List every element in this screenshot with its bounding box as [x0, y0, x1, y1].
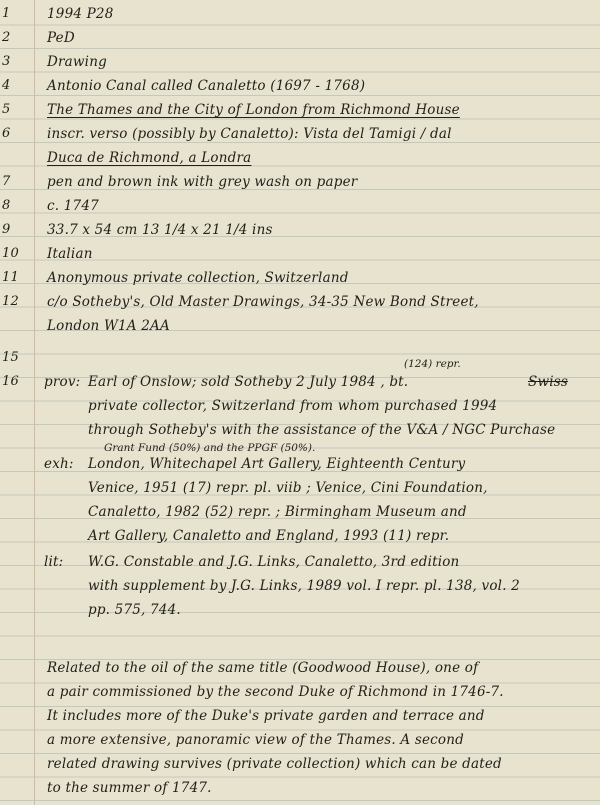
entry-line: [0, 174, 600, 197]
entry-text: c/o Sotheby's, Old Master Drawings, 34-35 New Bond Street,: [47, 294, 479, 310]
entry-text: c. 1747: [47, 198, 99, 214]
prov-text: private collector, Switzerland from whom purchased 1994: [88, 398, 498, 414]
lit-label: lit:: [44, 554, 64, 570]
entry-line: [0, 198, 600, 221]
prov-line: [0, 398, 600, 421]
exh-line: [0, 480, 600, 503]
paragraph-line: [0, 660, 600, 683]
lit-text: W.G. Constable and J.G. Links, Canaletto, 3rd edition: [88, 554, 460, 570]
exh-line: [0, 456, 600, 479]
entry-line: [0, 78, 600, 101]
entry-text: Antonio Canal called Canaletto (1697 - 1768): [47, 78, 366, 94]
entry-text: 33.7 x 54 cm 13 1/4 x 21 1/4 ins: [47, 222, 273, 238]
paragraph-text: a pair commissioned by the second Duke of Richmond in 1746-7.: [47, 684, 504, 700]
entry-line: [0, 222, 600, 245]
line-number: 8: [2, 198, 11, 213]
entry-text: PeD: [47, 30, 75, 46]
line-number: 4: [2, 78, 11, 93]
paragraph-text: Related to the oil of the same title (Goodwood House), one of: [47, 660, 479, 676]
prov-insert: (124) repr.: [404, 358, 461, 370]
exh-text: London, Whitechapel Art Gallery, Eighteenth Century: [88, 456, 466, 472]
paragraph-text: a more extensive, panoramic view of the Thames. A second: [47, 732, 464, 748]
exh-label: exh:: [44, 456, 74, 472]
entry-text: London W1A 2AA: [47, 318, 170, 334]
exh-line: [0, 504, 600, 527]
line-number: 12: [2, 294, 19, 309]
entry-line: [0, 30, 600, 53]
entry-line: [0, 150, 600, 173]
prov-line: [0, 374, 600, 397]
line-number: 6: [2, 126, 11, 141]
line-number: 11: [2, 270, 19, 285]
entry-text: pen and brown ink with grey wash on paper: [47, 174, 358, 190]
entry-text: Duca de Richmond, a Londra: [47, 150, 252, 166]
lit-line: [0, 602, 600, 625]
line-number: 1: [2, 6, 11, 21]
entry-text: Drawing: [47, 54, 107, 70]
exh-line: [0, 528, 600, 551]
prov-insert-2: Grant Fund (50%) and the PPGF (50%).: [104, 442, 316, 454]
line-number: 16: [2, 374, 19, 389]
entry-line: [0, 294, 600, 317]
exh-text: Art Gallery, Canaletto and England, 1993 (11) repr.: [88, 528, 450, 544]
entry-line: [0, 54, 600, 77]
prov-text: through Sotheby's with the assistance of the V&A / NGC Purchase: [88, 422, 556, 438]
lit-text: with supplement by J.G. Links, 1989 vol. I repr. pl. 138, vol. 2: [88, 578, 520, 594]
paragraph-text: to the summer of 1747.: [47, 780, 212, 796]
entry-line: [0, 102, 600, 125]
paragraph-line: [0, 756, 600, 779]
entry-line: [0, 350, 600, 373]
lit-line: [0, 554, 600, 577]
title-text: The Thames and the City of London from Richmond House: [47, 102, 460, 118]
line-number: 3: [2, 54, 11, 69]
line-number: 2: [2, 30, 11, 45]
prov-text: Earl of Onslow; sold Sotheby 2 July 1984 , bt.: [88, 374, 409, 390]
entry-line: [0, 6, 600, 29]
entry-line: [0, 246, 600, 269]
paragraph-line: [0, 684, 600, 707]
prov-struck-word: Swiss: [528, 374, 568, 390]
entry-text: Italian: [47, 246, 93, 262]
entry-line: [0, 318, 600, 341]
prov-label: prov:: [44, 374, 81, 390]
lit-line: [0, 578, 600, 601]
entry-line: [0, 270, 600, 293]
entry-text: inscr. verso (possibly by Canaletto): Vista del Tamigi / dal: [47, 126, 452, 142]
paragraph-text: It includes more of the Duke's private garden and terrace and: [47, 708, 485, 724]
paragraph-text: related drawing survives (private collection) which can be dated: [47, 756, 502, 772]
line-number: 9: [2, 222, 11, 237]
paragraph-line: [0, 732, 600, 755]
entry-text: 1994 P28: [47, 6, 114, 22]
line-number: 7: [2, 174, 11, 189]
entry-text: Anonymous private collection, Switzerland: [47, 270, 349, 286]
exh-text: Canaletto, 1982 (52) repr. ; Birmingham Museum and: [88, 504, 467, 520]
paragraph-line: [0, 708, 600, 731]
entry-line: [0, 126, 600, 149]
lit-text: pp. 575, 744.: [88, 602, 181, 618]
exh-text: Venice, 1951 (17) repr. pl. viib ; Venice, Cini Foundation,: [88, 480, 488, 496]
line-number: 15: [2, 350, 19, 365]
paragraph-line: [0, 780, 600, 803]
line-number: 5: [2, 102, 11, 117]
line-number: 10: [2, 246, 19, 261]
